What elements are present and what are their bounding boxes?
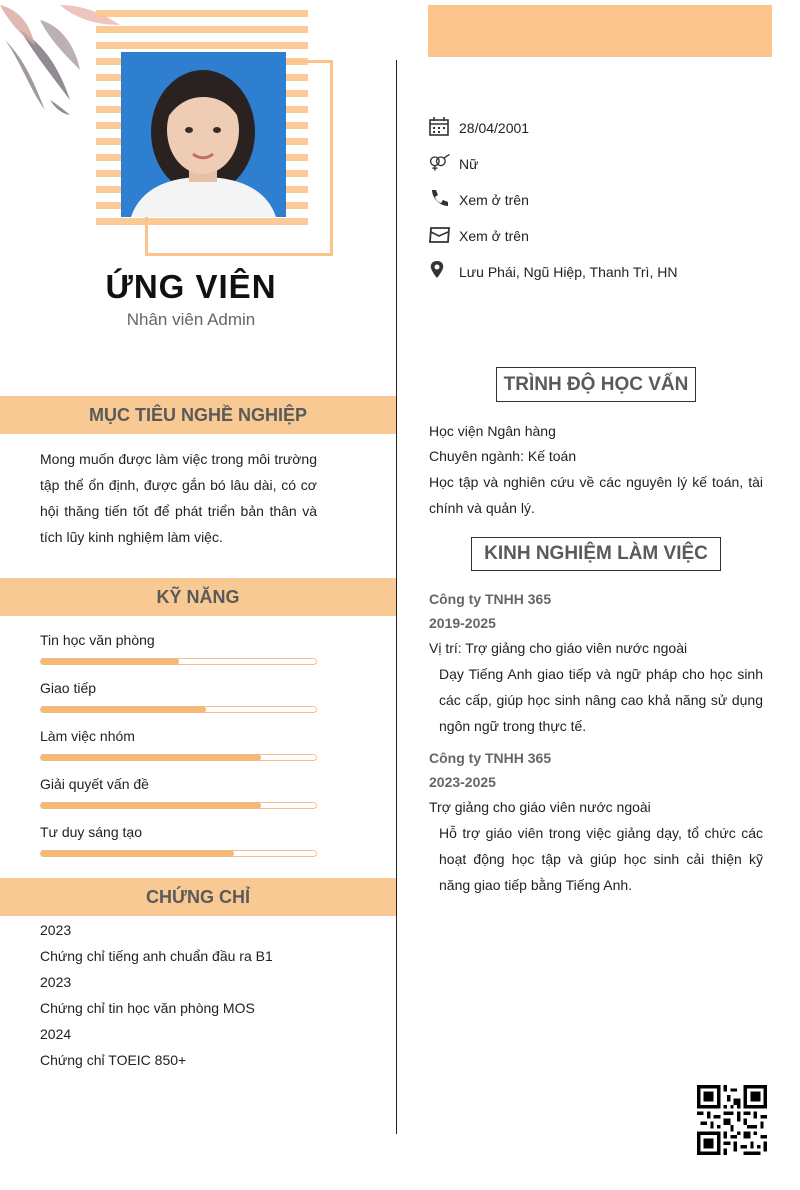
experience-period: 2019-2025 xyxy=(429,615,496,631)
skill-label: Tin học văn phòng xyxy=(40,632,155,648)
gender-row xyxy=(428,152,768,176)
experience-description: Hỗ trợ giáo viên trong việc giảng dạy, tổ chức các hoạt động học tập và giúp học sinh cải thiện kỹ năng giao tiếp bằng Tiếng Anh. xyxy=(439,825,763,893)
candidate-role: Nhân viên Admin xyxy=(126,310,256,329)
certificate-year: 2024 xyxy=(40,1026,72,1042)
skill-bar xyxy=(40,802,317,809)
address-row xyxy=(428,260,768,284)
header-accent-block xyxy=(428,5,772,57)
birthday-value: 28/04/2001 xyxy=(459,120,530,136)
experience-period: 2023-2025 xyxy=(429,774,496,790)
skill-bar-fill xyxy=(41,754,261,761)
skill-bar-fill xyxy=(41,850,234,857)
calendar-icon xyxy=(428,116,452,138)
experience-position: Vị trí: Trợ giảng cho giáo viên nước ngoài xyxy=(429,640,688,656)
experience-heading: KINH NGHIỆM LÀM VIỆC xyxy=(471,537,721,571)
skill-label: Giải quyết vấn đề xyxy=(40,776,149,792)
experience-company: Công ty TNHH 365 xyxy=(429,591,552,607)
education-heading: TRÌNH ĐỘ HỌC VẤN xyxy=(496,367,696,402)
phone-icon xyxy=(428,188,452,210)
education-major: Chuyên ngành: Kế toán xyxy=(429,448,577,464)
certificates-heading: CHỨNG CHỈ xyxy=(0,878,396,916)
skill-bar-fill xyxy=(41,658,179,665)
certificate-year: 2023 xyxy=(40,974,72,990)
skill-bar xyxy=(40,754,317,761)
email-icon xyxy=(428,224,452,246)
skill-bar xyxy=(40,706,317,713)
experience-position: Trợ giảng cho giáo viên nước ngoài xyxy=(429,799,651,815)
address-value: Lưu Phái, Ngũ Hiệp, Thanh Trì, HN xyxy=(459,264,678,280)
email-value: Xem ở trên xyxy=(459,228,529,244)
certificate-name: Chứng chỉ tin học văn phòng MOS xyxy=(40,1000,255,1016)
certificate-year: 2023 xyxy=(40,922,72,938)
skill-bar-fill xyxy=(41,802,261,809)
certificate-name: Chứng chỉ tiếng anh chuẩn đầu ra B1 xyxy=(40,948,273,964)
education-description: Học tập và nghiên cứu về các nguyên lý kế toán, tài chính và quản lý. xyxy=(429,474,763,516)
experience-company: Công ty TNHH 365 xyxy=(429,750,552,766)
gender-icon xyxy=(428,152,452,174)
certificate-name: Chứng chỉ TOEIC 850+ xyxy=(40,1052,187,1068)
phone-value: Xem ở trên xyxy=(459,192,529,208)
candidate-name: ỨNG VIÊN xyxy=(105,268,277,305)
profile-photo xyxy=(121,52,286,217)
birthday-row xyxy=(428,116,768,140)
email-row xyxy=(428,224,768,248)
phone-row xyxy=(428,188,768,212)
column-divider xyxy=(396,60,397,1134)
skills-heading: KỸ NĂNG xyxy=(0,578,396,616)
skill-label: Tư duy sáng tạo xyxy=(40,824,142,840)
skill-bar xyxy=(40,658,317,665)
objective-heading: MỤC TIÊU NGHỀ NGHIỆP xyxy=(0,396,396,434)
skill-bar-fill xyxy=(41,706,206,713)
skill-label: Làm việc nhóm xyxy=(40,728,135,744)
education-school: Học viện Ngân hàng xyxy=(429,423,556,439)
experience-description: Dạy Tiếng Anh giao tiếp và ngữ pháp cho học sinh các cấp, giúp học sinh nâng cao khả năng sử dụng ngôn ngữ trong thực tế. xyxy=(439,666,763,734)
skill-bar xyxy=(40,850,317,857)
gender-value: Nữ xyxy=(459,156,479,172)
qr-code-icon[interactable] xyxy=(697,1085,767,1155)
location-icon xyxy=(428,260,452,282)
objective-text: Mong muốn được làm việc trong môi trường tập thể ổn định, được gắn bó lâu dài, có cơ hội thăng tiến tốt để phát triển bản thân và tích lũy kinh nghiệm làm việc. xyxy=(40,451,317,545)
skill-label: Giao tiếp xyxy=(40,680,97,696)
